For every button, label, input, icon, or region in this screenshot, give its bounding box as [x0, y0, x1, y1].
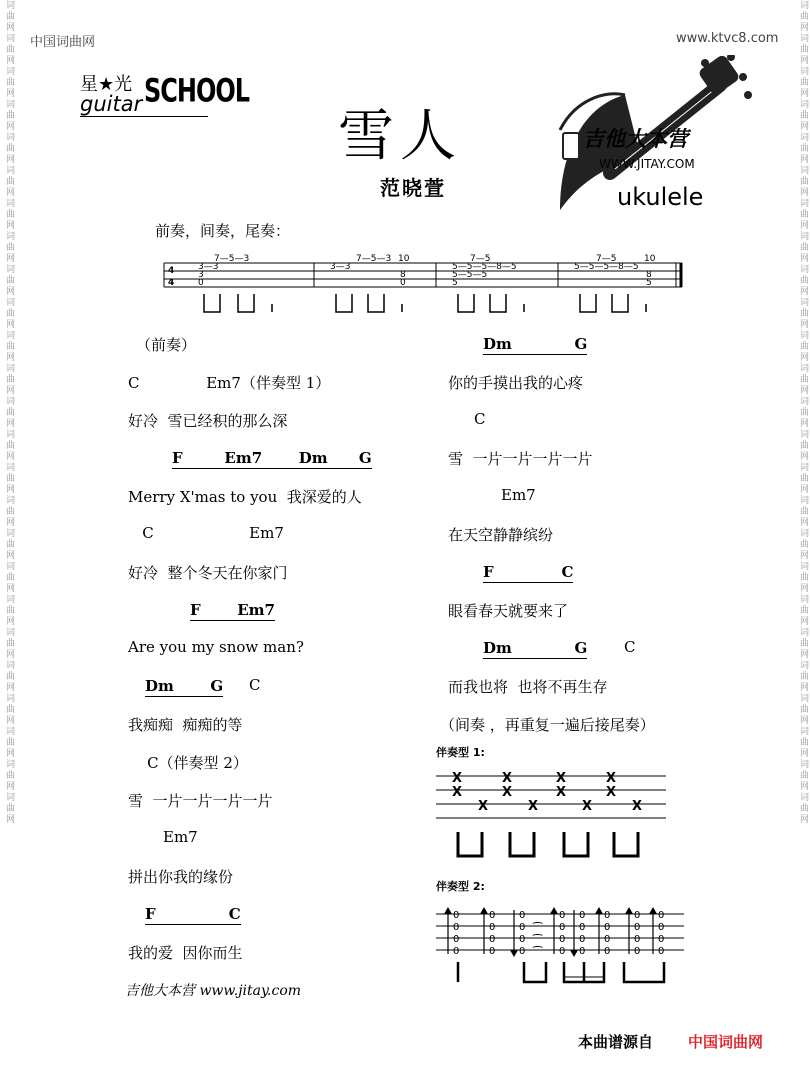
svg-text:0: 0 [453, 934, 460, 945]
chord-line: C [624, 638, 636, 656]
svg-text:0: 0 [579, 934, 586, 945]
svg-text:0: 0 [658, 946, 665, 957]
chord-line: F Em7 Dm G [172, 449, 372, 467]
pattern1-tab [436, 768, 668, 860]
lyric-line: 好冷 整个冬天在你家门 [128, 564, 288, 582]
jitay-ukulele-logo [555, 55, 755, 215]
chord-line: C Em7（伴奏型 1） [128, 374, 331, 392]
chord-line: F Em7 [190, 601, 275, 619]
right-edge-watermark: 词曲网词曲网词曲网词曲网词曲网词曲网词曲网词曲网词曲网词曲网词曲网词曲网词曲网词曲网词曲网词曲网词曲网词曲网词曲网词曲网词曲网词曲网词曲网词曲网词曲网 [798, 0, 808, 825]
lyric-line: Merry X'mas to you 我深爱的人 [128, 488, 362, 506]
logo-school-text: SCHOOL [144, 72, 250, 110]
tab-time-sig-bottom: 4 [168, 278, 175, 288]
lyric-line: 好冷 雪已经积的那么深 [128, 412, 288, 430]
svg-text:0: 0 [658, 922, 665, 933]
svg-text:0: 0 [579, 910, 586, 921]
tab-bar4-note: 10 [644, 254, 656, 264]
lyric-line: 我的爱 因你而生 [128, 944, 243, 962]
tab-bar2-note: 3—3 [330, 262, 351, 272]
svg-text:0: 0 [604, 910, 611, 921]
svg-text:0: 0 [579, 946, 586, 957]
svg-text:X: X [452, 771, 463, 786]
site-url-right: www.ktvc8.com [676, 31, 779, 46]
chord-line: C（伴奏型 2） [128, 754, 248, 772]
svg-text:0: 0 [604, 946, 611, 957]
svg-text:X: X [528, 799, 539, 814]
jitay-brand-text: 吉他大本营 [583, 127, 688, 151]
svg-text:0: 0 [489, 934, 496, 945]
tab-bar2-note: 7—5—3 [356, 254, 392, 264]
svg-text:0: 0 [559, 934, 566, 945]
tab-bar2-note: 8 [400, 270, 406, 280]
tab-bar3-note: 5—5—5—8—5 [452, 262, 517, 272]
svg-text:0: 0 [634, 922, 641, 933]
lyric-line: Are you my snow man? [128, 638, 304, 656]
intro-tablature [160, 250, 690, 318]
svg-text:0: 0 [453, 922, 460, 933]
site-name-left: 中国词曲网 [30, 35, 96, 50]
svg-text:X: X [632, 799, 643, 814]
tab-bar3-note: 5 [452, 278, 458, 288]
svg-text:0: 0 [634, 946, 641, 957]
svg-text:0: 0 [634, 934, 641, 945]
tab-bar1-note: 0 [198, 278, 204, 288]
svg-text:0: 0 [519, 910, 526, 921]
ukulele-text: ukulele [617, 183, 704, 211]
tab-bar4-note: 5 [646, 278, 652, 288]
tab-bar4-note: 8 [646, 270, 652, 280]
chord-line: C [249, 676, 261, 694]
svg-text:0: 0 [519, 922, 526, 933]
svg-text:0: 0 [559, 922, 566, 933]
tab-bar2-note: 10 [398, 254, 410, 264]
svg-text:0: 0 [634, 910, 641, 921]
svg-text:0: 0 [489, 922, 496, 933]
source-site-link[interactable]: 中国词曲网 [688, 1033, 764, 1051]
lyric-line: （前奏） [136, 336, 197, 354]
svg-text:X: X [478, 799, 489, 814]
chord-line: Em7 [501, 486, 536, 504]
svg-text:0: 0 [579, 922, 586, 933]
svg-text:0: 0 [489, 946, 496, 957]
svg-text:0: 0 [604, 934, 611, 945]
lyric-line: 雪 一片一片一片一片 [128, 792, 273, 810]
intro-label: 前奏，间奏，尾奏： [155, 222, 291, 240]
lyric-line: （间奏 ，再重复一遍后接尾奏） [440, 716, 655, 734]
svg-text:⁀: ⁀ [533, 934, 543, 947]
svg-text:X: X [502, 771, 513, 786]
svg-text:⁀: ⁀ [533, 946, 543, 959]
chord-line: Em7 [163, 828, 198, 846]
svg-text:0: 0 [559, 910, 566, 921]
tab-bar1-note: 3—3 [198, 262, 219, 272]
footer-credit: 吉他大本营 www.jitay.com [125, 983, 302, 999]
lyric-line: 眼看春天就要来了 [448, 602, 569, 620]
lyric-line: 我痴痴 痴痴的等 [128, 716, 243, 734]
tab-bar4-note: 7—5 [596, 254, 617, 264]
chord-line: Dm G [483, 335, 588, 353]
song-title: 雪人 [338, 104, 462, 169]
svg-text:X: X [582, 799, 593, 814]
svg-text:X: X [606, 785, 617, 800]
svg-text:0: 0 [559, 946, 566, 957]
lyric-line: 拼出你我的缘份 [128, 868, 234, 886]
logo-cn-text: 星★光 [80, 74, 133, 95]
svg-text:X: X [556, 785, 567, 800]
tab-bar1-note: 3 [198, 270, 204, 280]
chord-line: C Em7 [128, 524, 284, 542]
svg-text:0: 0 [658, 934, 665, 945]
svg-text:X: X [556, 771, 567, 786]
guitar-school-logo [80, 70, 250, 117]
source-label: 本曲谱源自 [578, 1033, 654, 1051]
lyric-line: 在天空静静缤纷 [448, 526, 554, 544]
svg-text:X: X [606, 771, 617, 786]
svg-text:X: X [502, 785, 513, 800]
logo-guitar-text: guitar [80, 92, 143, 116]
tab-bar1-note: 7—5—3 [214, 254, 250, 264]
tab-bar3-note: 7—5 [470, 254, 491, 264]
chord-line: Dm G [145, 677, 224, 695]
pattern2-tab [436, 902, 686, 986]
jitay-url-text: WWW.JITAY.COM [599, 157, 695, 171]
lyric-line: 雪 一片一片一片一片 [448, 450, 593, 468]
svg-text:0: 0 [519, 946, 526, 957]
chord-line: F C [145, 905, 241, 923]
svg-text:0: 0 [658, 910, 665, 921]
tab-bar3-note: 5—5—5 [452, 270, 488, 280]
svg-text:⁀: ⁀ [533, 922, 543, 935]
tab-time-sig-top: 4 [168, 266, 175, 276]
svg-text:0: 0 [604, 922, 611, 933]
tab-bar2-note: 0 [400, 278, 406, 288]
svg-text:0: 0 [519, 934, 526, 945]
chord-line: F C [483, 563, 574, 581]
lyric-line: 你的手摸出我的心疼 [448, 374, 584, 392]
svg-text:0: 0 [453, 946, 460, 957]
svg-text:X: X [452, 785, 463, 800]
tab-bar4-note: 5—5—5—8—5 [574, 262, 639, 272]
pattern2-label: 伴奏型 2: [436, 880, 485, 893]
chord-line: Dm G [483, 639, 588, 657]
svg-text:0: 0 [489, 910, 496, 921]
left-edge-watermark: 词曲网词曲网词曲网词曲网词曲网词曲网词曲网词曲网词曲网词曲网词曲网词曲网词曲网词曲网词曲网词曲网词曲网词曲网词曲网词曲网词曲网词曲网词曲网词曲网词曲网 [4, 0, 14, 825]
pattern1-label: 伴奏型 1: [436, 746, 485, 759]
lyric-line: 而我也将 也将不再生存 [448, 678, 608, 696]
svg-text:0: 0 [453, 910, 460, 921]
artist-name: 范晓萱 [380, 176, 446, 200]
chord-line: C [474, 410, 486, 428]
